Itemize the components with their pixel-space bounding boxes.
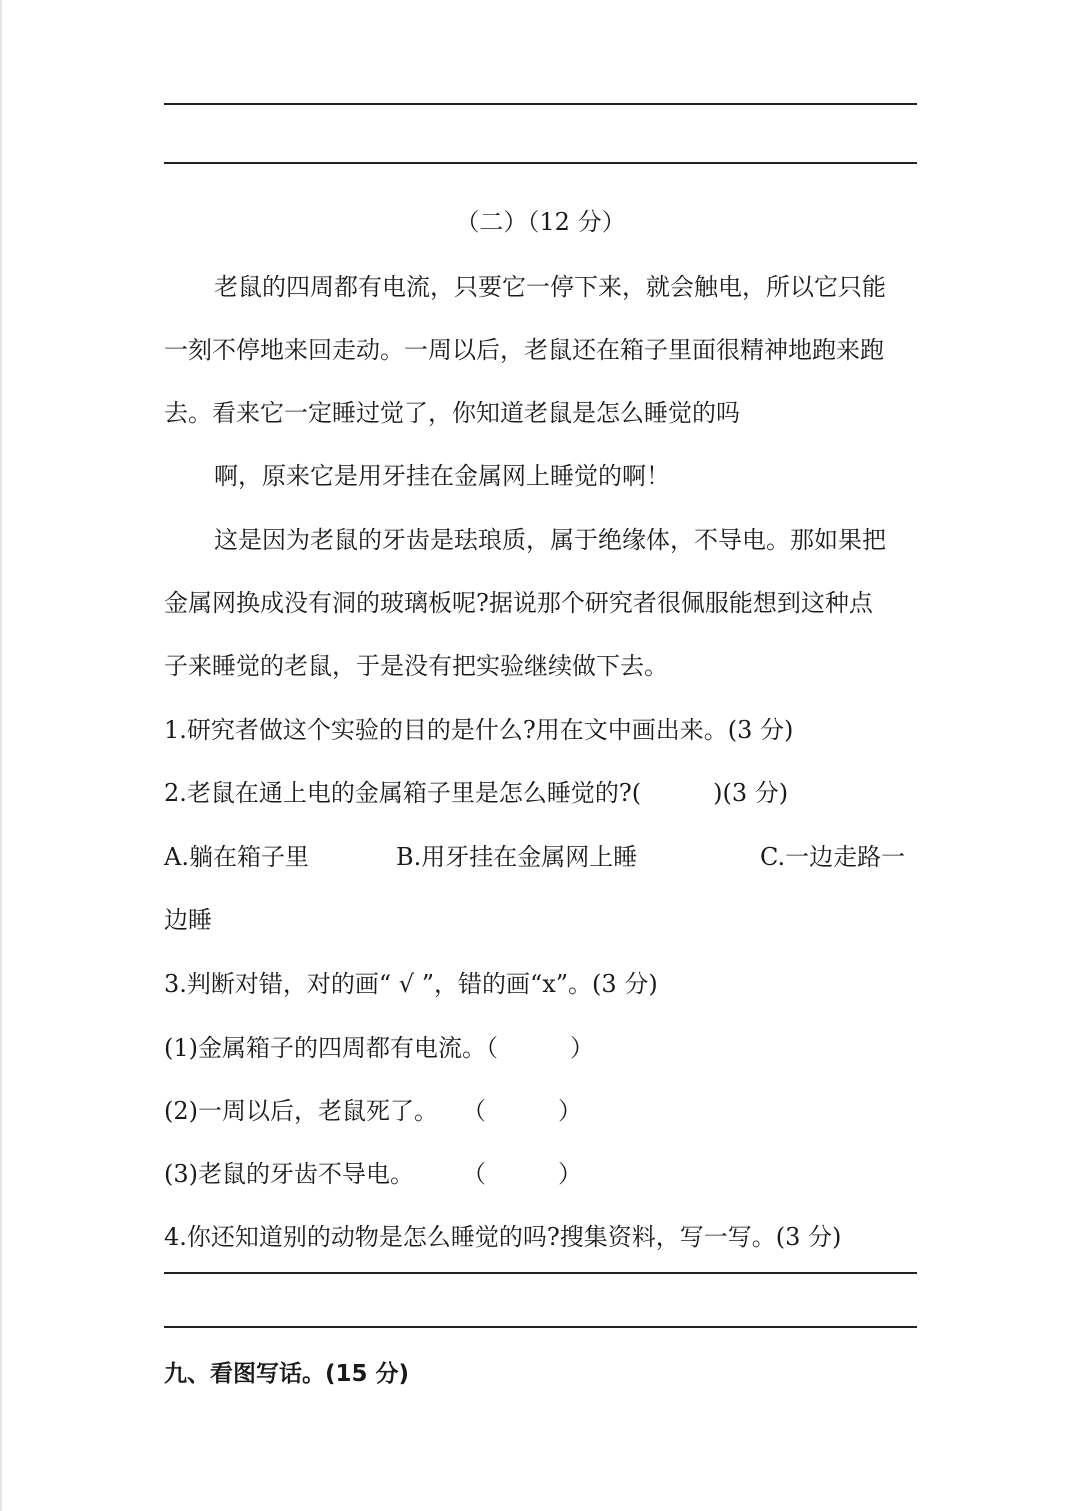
passage-p1-line2: 一刻不停地来回走动。一周以后，老鼠还在箱子里面很精神地跑来跑 [164,336,884,364]
question-2: 2.老鼠在通上电的金属箱子里是怎么睡觉的?( )(3 分) [164,779,789,807]
question-1: 1.研究者做这个实验的目的是什么?用在文中画出来。(3 分) [164,716,794,744]
judge-item-2[interactable]: (2)一周以后，老鼠死了。 （ ） [164,1097,582,1125]
answer-line-4[interactable] [164,1326,917,1328]
option-c-continued: 边睡 [164,906,212,934]
passage-p2-line1: 啊，原来它是用牙挂在金属网上睡觉的啊！ [214,462,670,490]
passage-p3-line1: 这是因为老鼠的牙齿是珐琅质，属于绝缘体，不导电。那如果把 [214,526,886,554]
answer-line-2[interactable] [164,162,917,164]
answer-line-1[interactable] [164,103,917,105]
passage-p3-line3: 子来睡觉的老鼠，于是没有把实验继续做下去。 [164,652,668,680]
question-4: 4.你还知道别的动物是怎么睡觉的吗?搜集资料，写一写。(3 分) [164,1223,842,1251]
page-edge [0,0,2,1511]
passage-p1-line3: 去。看来它一定睡过觉了，你知道老鼠是怎么睡觉的吗 [164,399,740,427]
passage-p3-line2: 金属网换成没有洞的玻璃板呢?据说那个研究者很佩服能想到这种点 [164,589,873,617]
section-header: （二）（12 分） [455,208,626,236]
judge-item-3[interactable]: (3)老鼠的牙齿不导电。 （ ） [164,1160,582,1188]
passage-p1-line1: 老鼠的四周都有电流，只要它一停下来，就会触电，所以它只能 [214,273,886,301]
answer-line-3[interactable] [164,1272,917,1274]
judge-item-1[interactable]: (1)金属箱子的四周都有电流。（ ） [164,1034,594,1062]
option-c[interactable]: C.一边走路一 [760,843,906,871]
option-b[interactable]: B.用牙挂在金属网上睡 [396,843,638,871]
question-3: 3.判断对错，对的画“ √ ”，错的画“x”。(3 分) [164,970,658,998]
option-a[interactable]: A.躺在箱子里 [164,843,309,871]
section-nine-heading: 九、看图写话。(15 分) [164,1361,410,1387]
